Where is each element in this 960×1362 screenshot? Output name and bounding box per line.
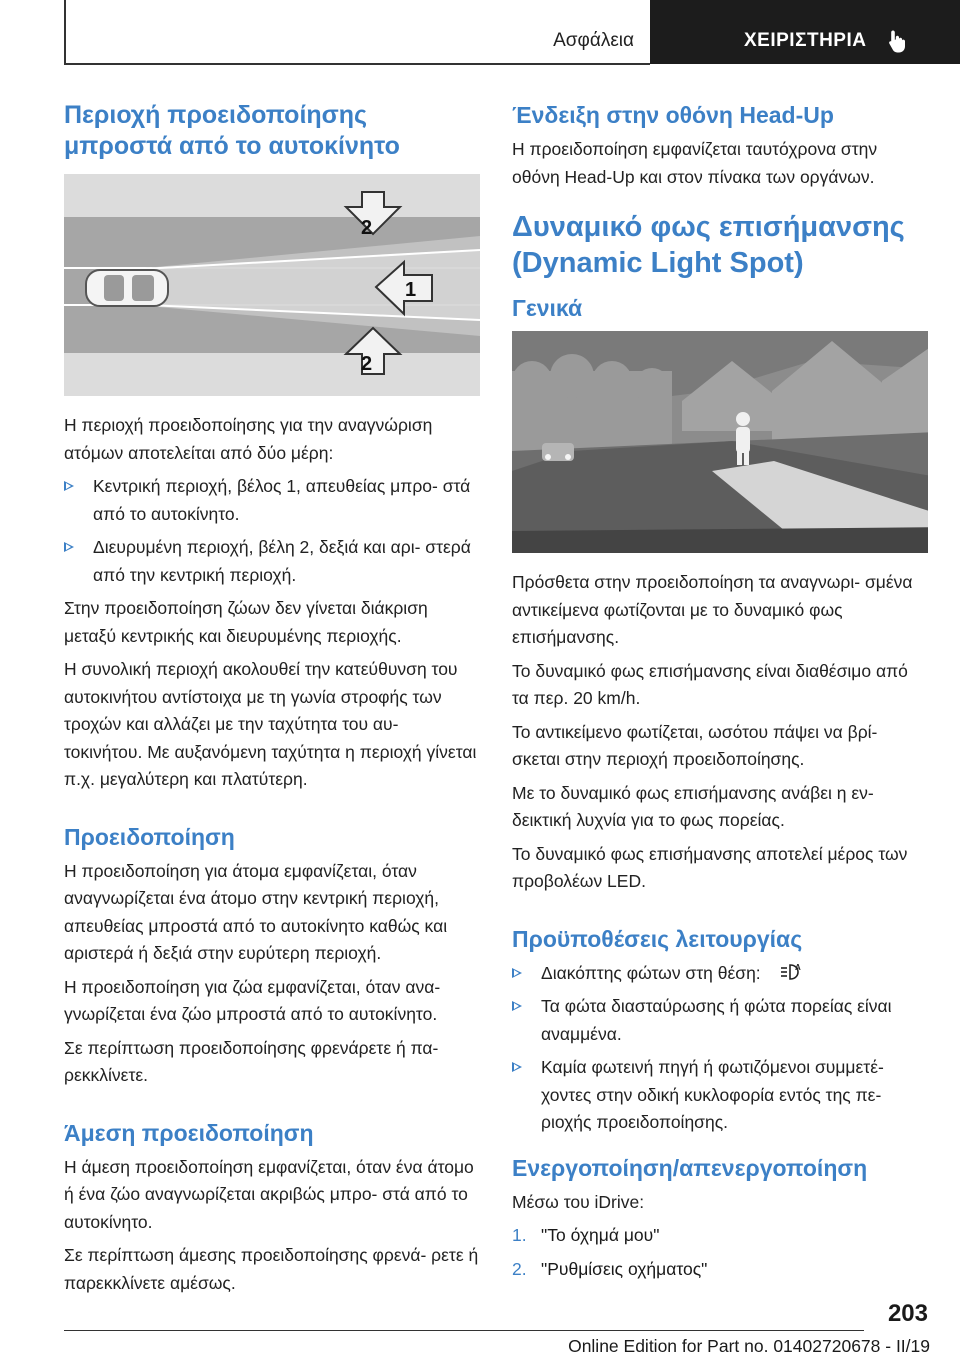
section-title-warning-area: Περιοχή προειδοποίησης μπροστά από το αυτοκίνητο [64, 101, 400, 160]
section-title-hud: Ένδειξη στην οθόνη Head-Up [512, 102, 834, 128]
paragraph: Πρόσθετα στην προειδοποίηση τα αναγνωρι‐ σμένα αντικείμενα φωτίζονται με το δυναμικό φως επισήμανσης. [512, 572, 913, 647]
paragraph: Μέσω του iDrive: [512, 1191, 645, 1212]
triangle-bullet-icon [512, 1001, 522, 1011]
left-column [64, 100, 480, 1303]
paragraph: Το δυναμικό φως επισήμανσης αποτελεί μέρος των προβολέων LED. [512, 843, 908, 891]
section-title-dynamic-light-spot: Δυναμικό φως επισήμανσης (Dynamic Light Spot) [512, 211, 905, 279]
tree-silhouettes [512, 354, 672, 451]
paragraph: Σε περίπτωση προειδοποίησης φρενάρετε ή πα‐ ρεκκλίνετε. [64, 1037, 439, 1085]
triangle-bullet-icon [512, 968, 522, 978]
section-title-warning: Προειδοποίηση [64, 823, 235, 850]
footer-edition: Online Edition for Part no. 01402720678 - II/19 [568, 1336, 930, 1356]
svg-text:2: 2 [361, 353, 373, 375]
paragraph: Στην προειδοποίηση ζώων δεν γίνεται διάκριση μεταξύ κεντρικής και διευρυμένης περιοχής. [64, 598, 428, 646]
svg-text:1: 1 [405, 279, 417, 301]
triangle-bullet-icon [512, 1062, 522, 1072]
right-column [512, 100, 928, 1289]
header-chapter-tab [650, 0, 960, 64]
triangle-bullet-icon [64, 542, 74, 552]
oncoming-car-icon [542, 443, 574, 461]
list-item: Καμία φωτεινή πηγή ή φωτιζόμενοι συμμετέ‐ χοντες στην οδική κυκλοφορία εντός της πε‐ ριοχής προειδοποίησης. [512, 1054, 928, 1137]
section-title-direct-warning: Άμεση προειδοποίηση [64, 1119, 314, 1146]
header-chapter-label: ΧΕΙΡΙΣΤΗΡΙΑ [744, 30, 867, 51]
requirements-list [512, 960, 928, 1137]
dynamic-light-spot-illustration [512, 331, 928, 553]
list-item: Διακόπτης φώτων στη θέση: A [512, 960, 928, 988]
section-title-requirements: Προϋποθέσεις λειτουργίας [512, 925, 803, 952]
paragraph: Η προειδοποίηση για ζώα εμφανίζεται, όταν ανα‐ γνωρίζεται ένα ζώο μπροστά από το αυτοκίνητο. [64, 976, 441, 1024]
triangle-bullet-icon [64, 481, 74, 491]
list-item: Διευρυμένη περιοχή, βέλη 2, δεξιά και αρι‐ στερά από την κεντρική περιοχή. [64, 534, 480, 589]
list-item: Κεντρική περιοχή, βέλος 1, απευθείας μπρο‐ στά από το αυτοκίνητο. [64, 473, 480, 528]
warning-area-list [64, 473, 480, 589]
page-header [0, 0, 960, 66]
idrive-steps [512, 1222, 928, 1283]
hand-pointer-icon [888, 29, 910, 53]
svg-text:2: 2 [361, 217, 373, 239]
paragraph: Η προειδοποίηση εμφανίζεται ταυτόχρονα στην οθόνη Head-Up και στον πίνακα των οργάνων. [512, 139, 878, 187]
list-item: Τα φώτα διασταύρωσης ή φώτα πορείας είναι αναμμένα. [512, 993, 928, 1048]
paragraph: Η προειδοποίηση για άτομα εμφανίζεται, όταν αναγνωρίζεται ένα άτομο στην κεντρική περιοχή, απευθείας μπροστά από το αυτοκίνητο καθώς και αριστερά ή δεξιά στην ευρύτερη περιοχή. [64, 860, 448, 963]
paragraph: Η άμεση προειδοποίηση εμφανίζεται, όταν ένα άτομο ή ένα ζώο αναγνωρίζεται ακριβώς μπρο‐ στά από το αυτοκίνητο. [64, 1156, 474, 1232]
footer-divider [64, 1330, 864, 1331]
automatic-headlight-icon [778, 962, 804, 982]
svg-text:A: A [794, 962, 801, 972]
paragraph: Η συνολική περιοχή ακολουθεί την κατεύθυνση του αυτοκινήτου αντίστοιχα με τη γωνία στροφής των τροχών και αλλάζει με την ταχύτητα του αυ‐ τοκινήτου. Με αυξανόμενη ταχύτητα η περιοχή γίνεται π.χ. μεγαλύτερη και πλατύτερη. [64, 659, 477, 789]
section-title-activation: Ενεργοποίηση/απενεργοποίηση [512, 1154, 868, 1181]
paragraph: Το αντικείμενο φωτίζεται, ωσότου πάψει να βρί‐ σκεται στην περιοχή προειδοποίησης. [512, 721, 878, 769]
paragraph: Σε περίπτωση άμεσης προειδοποίησης φρενά‐ ρετε ή παρεκκλίνετε αμέσως. [64, 1245, 479, 1293]
page-number: 203 [887, 1300, 928, 1327]
paragraph: Το δυναμικό φως επισήμανσης είναι διαθέσιμο από τα περ. 20 km/h. [512, 660, 908, 708]
warning-area-diagram [64, 174, 480, 396]
header-divider [64, 0, 66, 64]
section-title-general: Γενικά [512, 295, 583, 321]
car-icon [86, 270, 168, 306]
list-item: 2. "Ρυθμίσεις οχήματος" [512, 1258, 708, 1279]
paragraph: Με το δυναμικό φως επισήμανσης ανάβει η εν‐ δεικτική λυχνία για το φως πορείας. [512, 782, 874, 830]
list-item: 1. "Το όχημά μου" [512, 1225, 660, 1245]
header-section-title: Ασφάλεια [553, 30, 634, 51]
intro-paragraph: Η περιοχή προειδοποίησης για την αναγνώριση ατόμων αποτελείται από δύο μέρη: [64, 415, 433, 463]
